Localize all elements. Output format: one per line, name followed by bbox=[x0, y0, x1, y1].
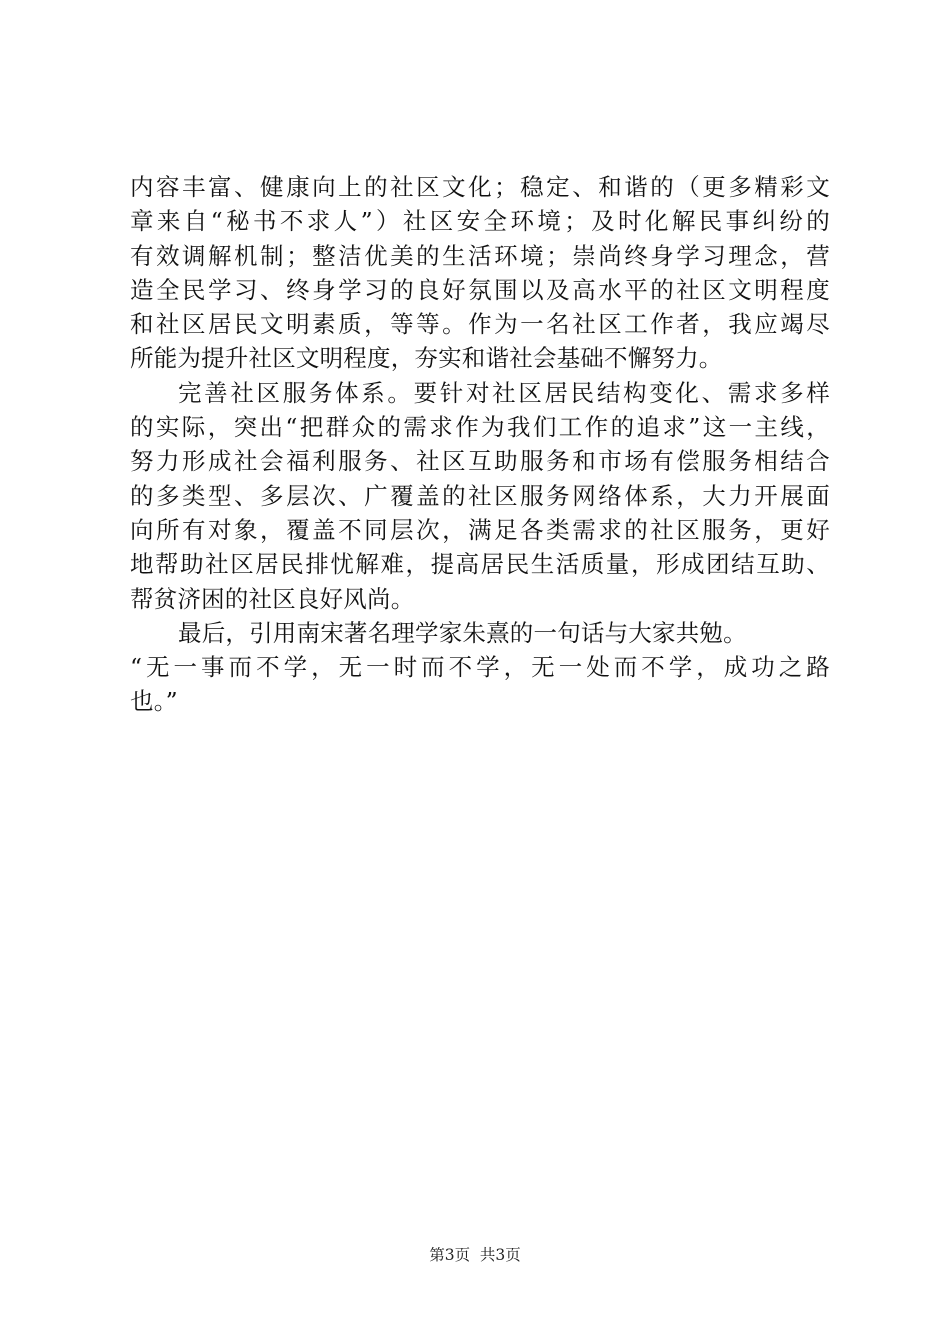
paragraph-2-line-7: 帮贫济困的社区良好风尚。 bbox=[130, 584, 415, 613]
paragraph-2-line-4: 的多类型、多层次、广覆盖的社区服务网络体系，大力开展面 bbox=[130, 481, 830, 510]
paragraph-2-line-1: 完善社区服务体系。要针对社区居民结构变化、需求多样 bbox=[178, 378, 830, 407]
paragraph-1-line-5: 和社区居民文明素质，等等。作为一名社区工作者，我应竭尽 bbox=[130, 310, 830, 339]
paragraph-1-line-6: 所能为提升社区文明程度，夯实和谐社会基础不懈努力。 bbox=[130, 344, 723, 373]
paragraph-2-line-5: 向所有对象，覆盖不同层次，满足各类需求的社区服务，更好 bbox=[130, 515, 830, 544]
paragraph-1-line-1: 内容丰富、健康向上的社区文化；稳定、和谐的（更多精彩文 bbox=[130, 173, 830, 201]
paragraph-2-line-2: 的实际，突出“把群众的需求作为我们工作的追求”这一主线， bbox=[130, 413, 830, 442]
paragraph-2-line-6: 地帮助社区居民排忧解难，提高居民生活质量，形成团结互助、 bbox=[130, 550, 830, 579]
paragraph-1-line-3: 有效调解机制；整洁优美的生活环境；崇尚终身学习理念，营 bbox=[130, 241, 830, 270]
paragraph-2-line-3: 努力形成社会福利服务、社区互助服务和市场有偿服务相结合 bbox=[130, 447, 830, 476]
paragraph-1-line-2: 章来自“秘书不求人”）社区安全环境；及时化解民事纠纷的 bbox=[130, 207, 830, 236]
paragraph-3-line-2: “无一事而不学，无一时而不学，无一处而不学，成功之路 bbox=[130, 653, 830, 682]
paragraph-3-line-3: 也。” bbox=[130, 687, 178, 716]
page-footer bbox=[0, 1244, 950, 1266]
document-body bbox=[130, 170, 830, 719]
paragraph-3-line-1: 最后，引用南宋著名理学家朱熹的一句话与大家共勉。 bbox=[178, 618, 747, 647]
paragraph-1-line-4: 造全民学习、终身学习的良好氛围以及高水平的社区文明程度 bbox=[130, 275, 830, 304]
page-number-label: 第3页 共3页 bbox=[429, 1246, 521, 1264]
